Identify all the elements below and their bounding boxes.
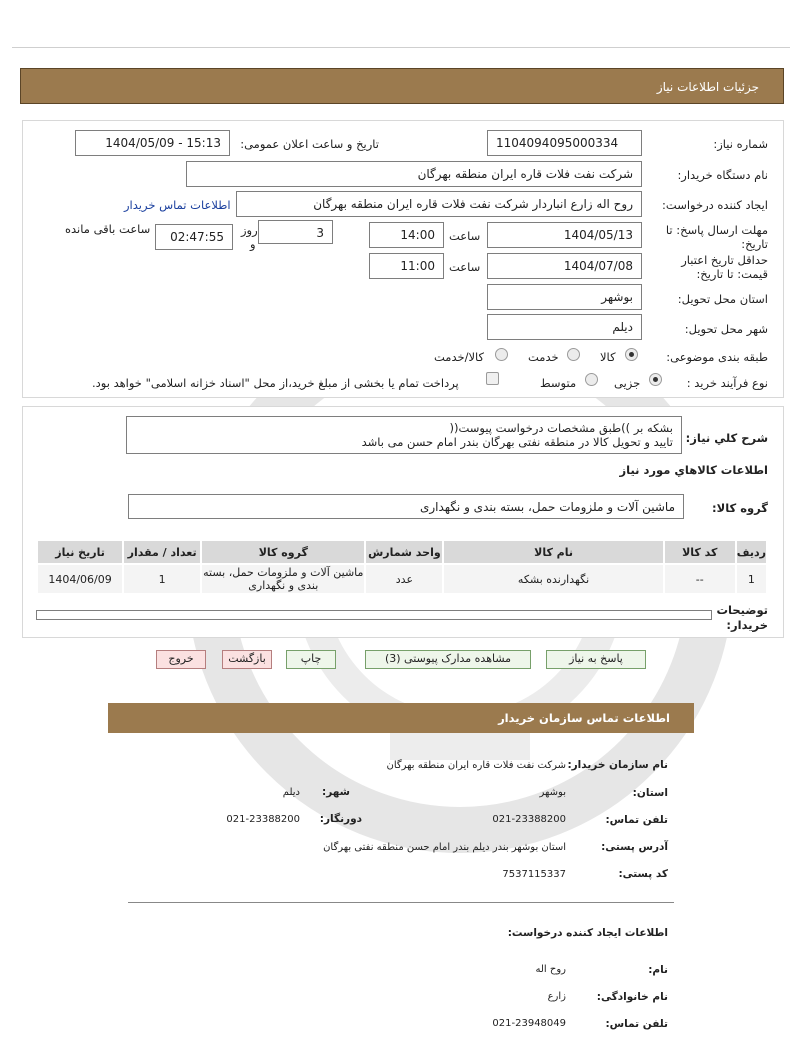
validity-label-2: قیمت: تا تاریخ: [696,267,768,281]
reply-button[interactable]: پاسخ به نیاز [546,650,646,669]
cell-row: 1 [736,564,767,594]
treasury-note: پرداخت تمام یا بخشی از مبلغ خرید،از محل "اسناد خزانه اسلامی" خواهد بود. [92,376,459,390]
validity-label-1: حداقل تاریخ اعتبار [681,253,768,267]
col-row: رديف [736,540,767,564]
notes-field [36,610,712,620]
category-option-both: کالا/خدمت [434,350,485,364]
city-label: شهر محل تحویل: [684,322,768,336]
col-name: نام کالا [443,540,663,564]
exit-button[interactable]: خروج [156,650,206,669]
need-number-label: شماره نیاز: [713,137,768,151]
need-number-field: 1104094095000334 [487,130,642,156]
cell-code: -- [664,564,736,594]
creator-label: ایجاد کننده درخواست: [662,198,768,212]
treasury-checkbox[interactable] [486,372,499,385]
process-option-medium: متوسط [540,376,577,390]
notes-label-2: خریدار: [726,618,768,632]
notes-label-1: توضیحات [716,603,768,617]
contact-divider [128,902,674,903]
day-label: روز [241,223,258,237]
print-button[interactable]: چاپ [286,650,336,669]
process-radio-medium[interactable] [585,373,598,386]
category-label: طبقه بندی موضوعی: [666,350,768,364]
contact-city-label: شهر: [322,786,350,798]
and-label: و [250,237,256,251]
cell-group: ماشین آلات و ملزومات حمل، بسته بندی و نگهداری [203,566,364,592]
creator-name-value: روح اله [535,964,566,975]
col-date: تاريخ نياز [37,540,123,564]
announce-field: 1404/05/09 - 15:13 [75,130,230,156]
validity-date-field: 1404/07/08 [487,253,642,279]
col-unit: واحد شمارش [365,540,443,564]
process-option-minor: جزیی [614,376,641,390]
goods-section-title: اطلاعات کالاهاي مورد نياز [619,463,768,477]
process-label: نوع فرآیند خرید : [686,376,768,390]
back-button[interactable]: بازگشت [222,650,272,669]
table-header-row [37,540,767,564]
contact-title: اطلاعات تماس سازمان خریدار [498,711,670,725]
contact-org-label: نام سازمان خریدار: [567,759,668,771]
deadline-time-field: 14:00 [369,222,444,248]
category-radio-both[interactable] [495,348,508,361]
contact-phone-label: تلفن تماس: [605,814,668,826]
contact-postal-value: 7537115337 [502,869,566,880]
days-field: 3 [258,220,333,244]
contact-phone-value: 021-23388200 [492,814,566,825]
validity-time-label: ساعت [449,260,481,274]
contact-org-value: شرکت نفت فلات قاره ایران منطقه بهرگان [386,760,566,771]
province-field: بوشهر [487,284,642,310]
creator-phone-value: 021-23948049 [492,1018,566,1029]
description-line-2: تایید و تحویل کالا در منطقه نفتی بهرگان بندر امام حسن می باشد [361,435,673,449]
goods-group-label: گروه کالا: [712,501,768,515]
page-header [20,68,784,104]
creator-family-label: نام خانوادگی: [596,991,668,1003]
buyer-org-field: شرکت نفت فلات قاره ایران منطقه بهرگان [186,161,642,187]
description-line-1: بشکه بر ))طبق مشخصات درخواست پیوست(( [449,421,673,435]
col-group: گروه کالا [201,540,365,564]
contact-province-label: استان: [632,787,668,799]
creator-name-label: نام: [648,964,668,976]
contact-postal-label: کد پستی: [618,868,668,880]
goods-table [36,539,768,595]
cell-qty: 1 [123,564,201,594]
validity-time-field: 11:00 [369,253,444,279]
creator-info-title: اطلاعات ایجاد کننده درخواست: [507,927,668,939]
attachments-button[interactable]: مشاهده مدارک پیوستی (3) [365,650,531,669]
contact-province-value: بوشهر [539,787,566,798]
contact-address-value: استان بوشهر بندر دیلم بندر امام حسن منطقه نفتی بهرگان [323,842,566,853]
cell-unit: عدد [365,564,443,594]
description-box [126,416,682,454]
contact-header [108,703,694,733]
category-option-service: خدمت [528,350,559,364]
buyer-org-label: نام دستگاه خریدار: [677,168,768,182]
top-divider [12,47,790,48]
deadline-label-1: مهلت ارسال پاسخ: تا [665,223,768,237]
page-title: جزئیات اطلاعات نیاز [656,80,759,94]
creator-phone-label: تلفن تماس: [605,1018,668,1030]
category-radio-goods[interactable] [625,348,638,361]
province-label: استان محل تحویل: [677,292,768,306]
contact-city-value: دیلم [282,787,300,798]
process-radio-minor[interactable] [649,373,662,386]
cell-date: 1404/06/09 [37,564,123,594]
remaining-label: ساعت باقی مانده [65,222,151,236]
buyer-contact-link[interactable]: اطلاعات تماس خریدار [124,198,231,212]
deadline-label-2: تاریخ: [741,237,768,251]
goods-group-field: ماشین آلات و ملزومات حمل، بسته بندی و نگهداری [128,494,684,519]
deadline-time-label: ساعت [449,229,481,243]
deadline-date-field: 1404/05/13 [487,222,642,248]
category-radio-service[interactable] [567,348,580,361]
creator-field: روح اله زارع انباردار شرکت نفت فلات قاره ایران منطقه بهرگان [236,191,642,217]
description-label: شرح کلي نياز: [685,431,768,445]
contact-address-label: آدرس پستی: [601,841,668,853]
category-option-goods: کالا [600,350,616,364]
announce-label: تاریخ و ساعت اعلان عمومی: [240,137,379,151]
creator-family-value: زارع [547,991,566,1002]
col-code: کد کالا [664,540,736,564]
col-qty: تعداد / مقدار [123,540,201,564]
contact-fax-value: 021-23388200 [226,814,300,825]
cell-name: نگهدارنده بشکه [443,564,663,594]
contact-fax-label: دورنگار: [319,813,362,825]
remaining-field: 02:47:55 [155,224,233,250]
city-field: دیلم [487,314,642,340]
table-row [37,564,767,594]
